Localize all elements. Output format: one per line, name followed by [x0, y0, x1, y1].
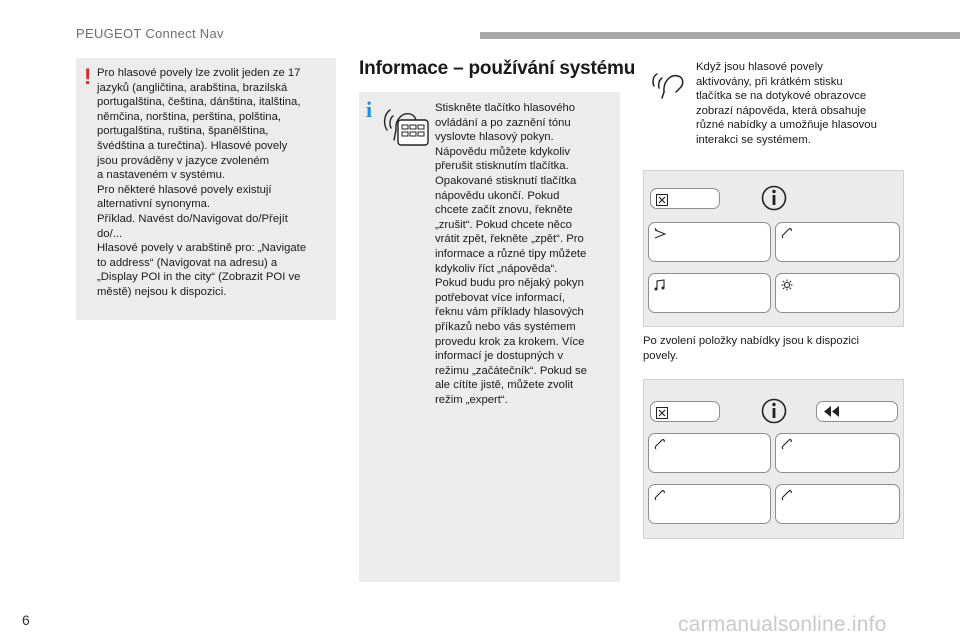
- help-button-navigation[interactable]: [648, 222, 771, 262]
- warning-icon: !: [84, 64, 92, 89]
- phone-icon: [654, 438, 666, 456]
- settings-icon: [781, 278, 793, 296]
- watermark: carmanualsonline.info: [678, 613, 887, 636]
- info-icon[interactable]: [761, 398, 787, 429]
- close-icon: [656, 193, 670, 211]
- voice-hand-icon: [648, 64, 688, 107]
- header-bar: [480, 32, 960, 39]
- close-icon: [656, 406, 670, 424]
- music-icon: [654, 278, 666, 296]
- submenu-button-1[interactable]: [648, 433, 771, 473]
- navigation-icon: [654, 227, 666, 245]
- phone-icon: [654, 489, 666, 507]
- submenu-button-2[interactable]: [775, 433, 900, 473]
- section-heading: Informace – používání systému: [359, 58, 636, 79]
- help-screen-submenu: [643, 379, 904, 539]
- help-button-settings[interactable]: [775, 273, 900, 313]
- voice-command-steering-icon: [382, 100, 432, 153]
- help-screen-main: [643, 170, 904, 327]
- warning-text: Pro hlasové povely lze zvolit jeden ze 17 jazyků (angličtina, arabština, brazilská portugalština, čeština, dánština, italština, němčina, norština, perština, polština, portugalština, ruština, španělština, švédština a turečtina). Hlasové povely jsou prováděny v jazyce zvoleném a nastaveném v systému. Pro některé hlasové povely existují alternativní synonyma. Příklad. Navést do/Navigovat do/Přejít do/... Hlasové povely v arabštině pro: „Navigate to address“ (Navigovat na adresu) a „Display POI in the city“ (Zobrazit POI ve městě) nejsou k dispozici.: [97, 67, 307, 298]
- submenu-button-4[interactable]: [775, 484, 900, 524]
- close-pill[interactable]: [650, 401, 720, 422]
- back-icon: [823, 405, 841, 423]
- info-text: Stiskněte tlačítko hlasového ovládání a po zaznění tónu vyslovte hlasový pokyn. Nápovědu můžete kdykoliv přerušit stisknutím tlačítka. Opakované stisknutí tlačítka nápovědu ukončí. Pokud chcete začít znovu, řekněte „zrušit“. Pokud chcete něco vrátit zpět, řekněte „zpět“. Pro informace a různé tipy můžete kdykoliv říct „nápověda“. Pokud budu pro nějaký pokyn potřebovat více informací, řeknu vám příklady hlasových příkazů nebo vás systémem provedu krok za krokem. Více informací je dostupných v režimu „začátečník“. Pokud se ale cítíte jistě, můžete zvolit režim „expert“.: [435, 102, 587, 406]
- phone-icon: [781, 489, 793, 507]
- page-number: 6: [22, 612, 30, 628]
- close-pill[interactable]: [650, 188, 720, 209]
- submenu-button-3[interactable]: [648, 484, 771, 524]
- info-icon: i: [366, 97, 373, 122]
- right-text: Když jsou hlasové povely aktivovány, při krátkém stisku tlačítka se na dotykové obrazovce zobrazí nápověda, která obsahuje různé nabídky a umožňuje hlasovou interakci se systémem.: [696, 61, 877, 146]
- info-icon[interactable]: [761, 185, 787, 216]
- help-button-phone[interactable]: [775, 222, 900, 262]
- back-pill[interactable]: [816, 401, 898, 422]
- phone-icon: [781, 438, 793, 456]
- page-header-title: PEUGEOT Connect Nav: [76, 26, 224, 41]
- screen-caption: Po zvolení položky nabídky jsou k dispozici povely.: [643, 335, 860, 362]
- help-button-music[interactable]: [648, 273, 771, 313]
- phone-icon: [781, 227, 793, 245]
